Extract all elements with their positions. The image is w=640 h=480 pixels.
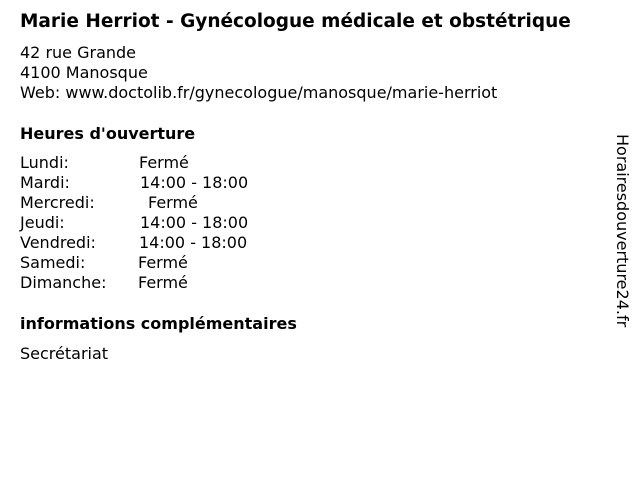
website-text: Web: www.doctolib.fr/gynecologue/manosque/marie-herriot: [20, 83, 498, 102]
hours-value: Fermé: [139, 153, 189, 172]
additional-info-heading: informations complémentaires: [20, 314, 297, 333]
day-label: Vendredi:: [20, 233, 96, 252]
address-block: [20, 43, 497, 103]
page-title: Marie Herriot - Gynécologue médicale et obstétrique: [20, 11, 571, 32]
address-street: 42 rue Grande: [20, 43, 137, 62]
day-label: Mercredi:: [20, 193, 95, 212]
hours-value: Fermé: [148, 193, 198, 212]
hours-value: Fermé: [138, 253, 188, 272]
day-label: Mardi:: [20, 173, 70, 192]
additional-info-text: Secrétariat: [20, 344, 109, 363]
day-label: Samedi:: [20, 253, 86, 272]
hours-value: 14:00 - 18:00: [140, 173, 249, 192]
hours-value: Fermé: [138, 273, 188, 292]
day-label: Lundi:: [20, 153, 69, 172]
hours-value: 14:00 - 18:00: [140, 213, 249, 232]
opening-hours-heading: Heures d'ouverture: [20, 124, 196, 143]
address-city: 4100 Manosque: [20, 63, 148, 82]
day-label: Dimanche:: [20, 273, 107, 292]
day-label: Jeudi:: [20, 213, 65, 232]
site-watermark: Horairesdouverture24.fr: [613, 134, 632, 328]
hours-value: 14:00 - 18:00: [139, 233, 248, 252]
